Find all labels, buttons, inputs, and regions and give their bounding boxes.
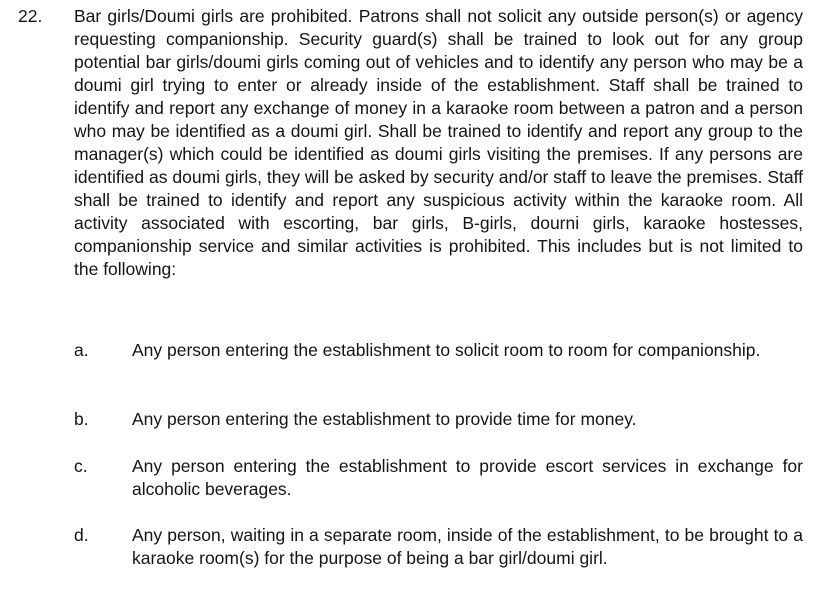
section-number: 22. <box>18 6 43 26</box>
list-item-text: Any person entering the establishment to solicit room to room for companionship. <box>132 340 761 360</box>
list-item-text: Any person, waiting in a separate room, inside of the establishment, to be brought to a karaoke room(s) for the purpose of being a bar girl/doumi girl. <box>132 525 803 568</box>
list-item-letter: d. <box>74 525 89 545</box>
list-item-text: Any person entering the establishment to provide time for money. <box>132 409 637 429</box>
section-paragraph: Bar girls/Doumi girls are prohibited. Patrons shall not solicit any outside person(s) or agency requesting companionship. Security guard(s) shall be trained to look out for any group potential bar girls/doumi girls coming out of vehicles and to identify any person who may be a doumi girl trying to enter or already inside of the establishment. Staff shall be trained to identify and report any exchange of money in a karaoke room between a patron and a person who may be identified as a doumi girl. Shall be trained to identify and report any group to the manager(s) which could be identified as doumi girls visiting the premises. If any persons are identified as doumi girls, they will be asked by security and/or staff to leave the premises. Staff shall be trained to identify and report any suspicious activity within the karaoke room. All activity associated with escorting, bar girls, B-girls, dourni girls, karaoke hostesses, companionship service and similar activities is prohibited. This includes but is not limited to the following: <box>74 6 803 279</box>
list-item-letter: b. <box>74 409 89 429</box>
list-item-letter: c. <box>74 456 88 476</box>
list-item-letter: a. <box>74 340 89 360</box>
list-item-text: Any person entering the establishment to provide escort services in exchange for alcoholic beverages. <box>132 456 803 499</box>
